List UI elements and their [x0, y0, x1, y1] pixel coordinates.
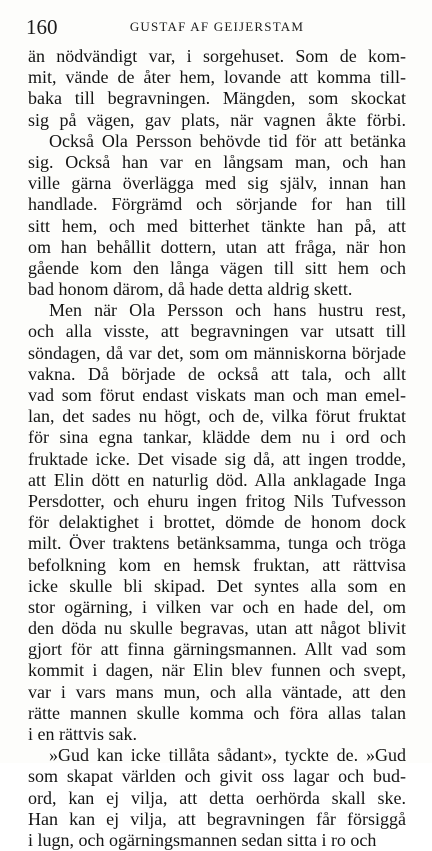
- text-line: bad honom därom, då hade detta aldrig skett.: [28, 279, 353, 300]
- text-line: gående kom den långa vägen till sitt hem och: [28, 257, 406, 278]
- text-line: i lugn, och ogärningsmannen sedan sitta i ro och: [28, 829, 377, 850]
- text-line: vad som förut endast viskats man och man emel-: [28, 385, 406, 405]
- text-line: handlade. Förgrämd och sörjande for han till: [28, 194, 406, 215]
- text-line: ville gärna överlägga med sig själv, innan han: [28, 173, 406, 194]
- text-line: sig på vägen, gav plats, när vagnen åkte förbi.: [28, 109, 406, 130]
- text-line: kommit i dagen, när Elin blev funnen och svept,: [28, 660, 406, 681]
- text-line: sitt hem, och med bitterhet tänkte han på, att: [28, 215, 406, 236]
- body-text: [28, 46, 406, 851]
- text-line: rätte mannen skulle komma och föra allas talan: [28, 702, 406, 723]
- text-line: den döda nu skulle begravas, utan att något blivit: [28, 618, 406, 639]
- text-line: vakna. Då började de också att tala, och allt: [28, 363, 406, 384]
- text-line: om han behållit dottern, utan att fråga, när hon: [28, 236, 406, 257]
- text-line: att Elin dött en naturlig död. Alla anklagade Inga: [28, 469, 406, 490]
- text-line: lan, det sades nu högt, och de, vilka förut fruktat: [28, 406, 406, 427]
- page-number: 160: [26, 15, 58, 39]
- text-line: Persdotter, och ehuru ingen fritog Nils Tufvesson: [28, 490, 406, 511]
- page-header: [26, 14, 408, 40]
- text-line: ord, kan ej vilja, att detta oerhörda skall ske.: [28, 787, 406, 808]
- text-line: sig. Också han var en långsam man, och han: [28, 151, 406, 172]
- text-line: för delaktighet i brottet, dömde de honom dock: [28, 512, 406, 533]
- text-line: Men när Ola Persson och hans hustru rest,: [49, 300, 406, 321]
- text-line: baka till begravningen. Mängden, som skockat: [28, 88, 406, 109]
- text-line: gjort för att finna gärningsmannen. Allt vad som: [28, 639, 406, 660]
- running-head: GUSTAF AF GEIJERSTAM: [129, 19, 305, 34]
- text-line: och alla visste, att begravningen var utsatt till: [28, 321, 406, 342]
- text-line: än nödvändigt var, i sorgehuset. Som de kom-: [28, 46, 406, 66]
- text-line: i en rättvis sak.: [28, 724, 137, 744]
- text-line: »Gud kan icke tillåta sådant», tyckte de. »Gud: [49, 745, 406, 766]
- text-line: stor ogärning, i vilken var och en hade del, om: [28, 596, 406, 617]
- text-line: befolkning kom en hemsk fruktan, att rättvisa: [28, 554, 406, 575]
- text-line: var i vars mans mun, och alla väntade, att den: [28, 681, 406, 702]
- text-line: Också Ola Persson behövde tid för att betänka: [49, 130, 406, 151]
- text-line: söndagen, då var det, som om människorna började: [28, 342, 406, 363]
- text-line: mit, vände de åter hem, lovande att komma till-: [28, 67, 406, 88]
- text-line: milt. Över traktens betänksamma, tunga och tröga: [28, 533, 406, 554]
- text-line: som skapat världen och givit oss lagar och bud-: [28, 766, 406, 787]
- text-line: icke skulle bli skipad. Det syntes alla som en: [28, 575, 406, 596]
- text-line: för sina egna tankar, klädde dem nu i ord och: [28, 427, 406, 448]
- text-line: fruktade icke. Det visade sig då, att ingen trodde,: [28, 448, 406, 469]
- text-line: Han kan ej vilja, att begravningen får försiggå: [28, 808, 406, 829]
